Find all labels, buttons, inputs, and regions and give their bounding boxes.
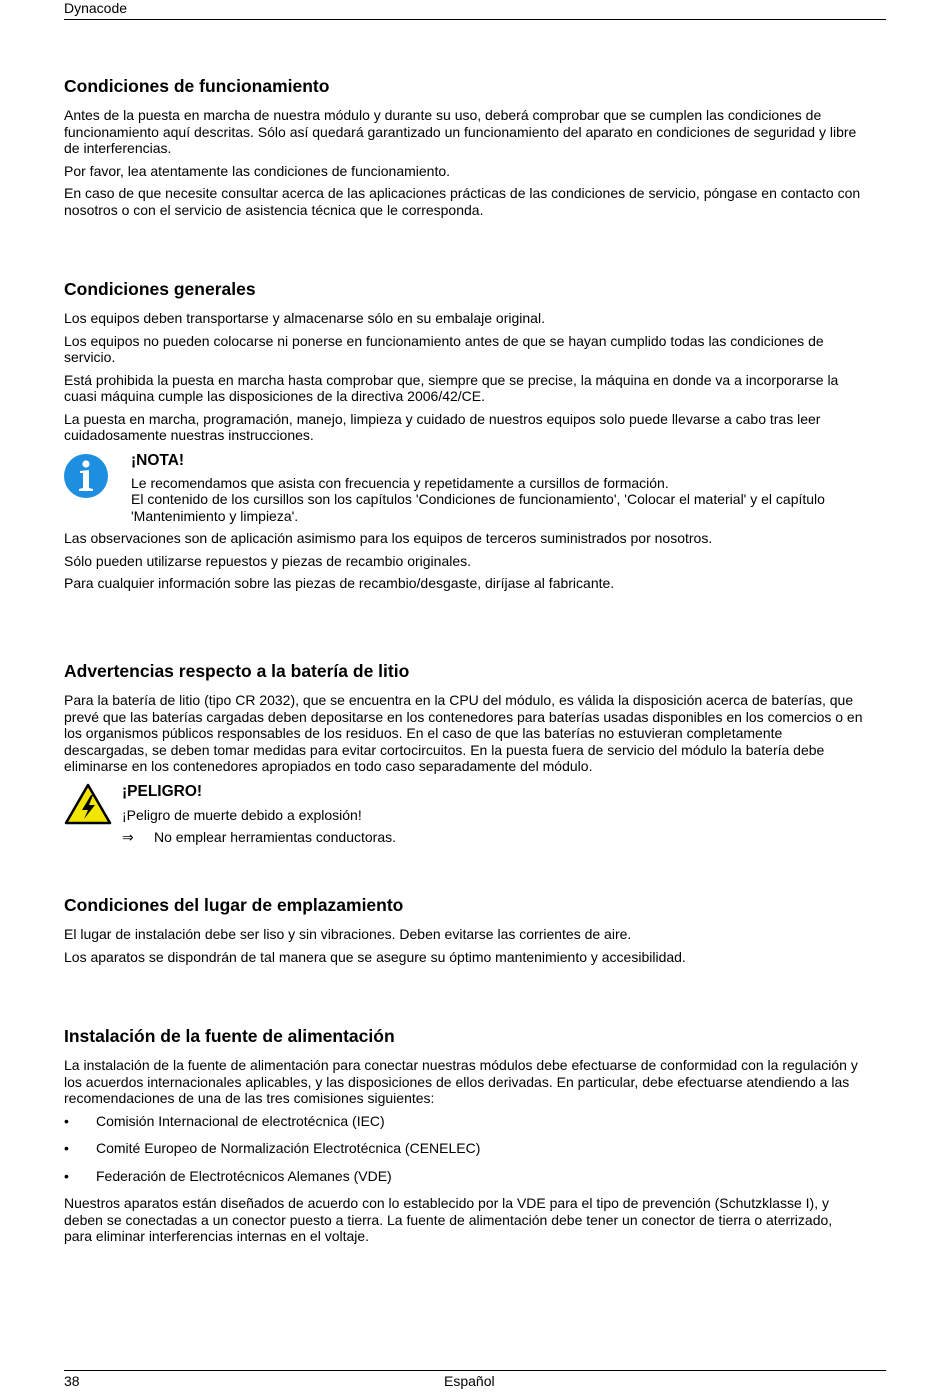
- paragraph: La puesta en marcha, programación, manejo, limpieza y cuidado de nuestros equipos solo puede llevarse a cabo tras leer cuidadosamente nuestras instrucciones.: [64, 410, 821, 443]
- list-item-text: Comisión Internacional de electrotécnica (IEC): [96, 1112, 385, 1129]
- commission-list: [64, 1113, 864, 1185]
- section-power-supply: [64, 1026, 864, 1251]
- footer-language: Español: [444, 1373, 495, 1389]
- section-lithium-battery: [64, 661, 864, 852]
- paragraph: Para la batería de litio (tipo CR 2032), que se encuentra en la CPU del módulo, es válida la disposición acerca de baterías, que prevé que las baterías cargadas deben depositarse en los contenedores para baterías usadas disponibles en los comercios o en los organismos públicos responsables de los residuos. En el caso de que las baterías no estuvieran completamente descargadas, se deben tomar medidas para evitar cortocircuitos. En la puesta fuera de servicio del módulo la batería debe eliminarse en los contenedores apropiados en todo caso separadamente del módulo.: [64, 692, 863, 774]
- paragraph: La instalación de la fuente de alimentación para conectar nuestras módulos debe efectuarse de conformidad con la regulación y los acuerdos internacionales aplicables, y las disposiciones de ellos derivadas. En particular, debe efectuarse atendiendo a las recomendaciones de una de las tres comisiones siguientes:: [64, 1057, 858, 1106]
- paragraph: Por favor, lea atentamente las condiciones de funcionamiento.: [64, 162, 451, 179]
- page-number: 38: [64, 1373, 80, 1389]
- paragraph: Los equipos no pueden colocarse ni ponerse en funcionamiento antes de que se hayan cumplido todas las condiciones de servicio.: [64, 332, 824, 365]
- paragraph: Las observaciones son de aplicación asimismo para los equipos de terceros suministrados por nosotros.: [64, 530, 713, 546]
- list-item-text: Federación de Electrotécnicos Alemanes (VDE): [96, 1167, 392, 1184]
- section-title: Condiciones de funcionamiento: [64, 76, 330, 96]
- section-title: Condiciones del lugar de emplazamiento: [64, 895, 404, 915]
- paragraph: Los equipos deben transportarse y almacenarse sólo en su embalaje original.: [64, 310, 545, 326]
- danger-title: ¡PELIGRO!: [122, 782, 203, 800]
- danger-box: [64, 783, 864, 846]
- arrow-right-icon: ⇒: [122, 829, 134, 845]
- paragraph: Para cualquier información sobre las piezas de recambio/desgaste, diríjase al fabricante.: [64, 575, 615, 591]
- paragraph: En caso de que necesite consultar acerca de las aplicaciones prácticas de las condiciones de servicio, póngase en contacto con nosotros o con el servicio de asistencia técnica que le corresponda.: [64, 185, 861, 218]
- section-operating-conditions: [64, 76, 864, 224]
- note-title: ¡NOTA!: [131, 451, 185, 469]
- paragraph: Los aparatos se dispondrán de tal manera que se asegure su óptimo mantenimiento y accesibilidad.: [64, 948, 686, 965]
- note-text: Le recomendamos que asista con frecuencia y repetidamente a cursillos de formación.: [131, 474, 669, 491]
- section-title: Advertencias respecto a la batería de litio: [64, 661, 410, 681]
- danger-action: [122, 829, 864, 846]
- page-header: [64, 0, 886, 20]
- list-item: [64, 1168, 864, 1185]
- danger-text: ¡Peligro de muerte debido a explosión!: [122, 806, 362, 823]
- paragraph: Nuestros aparatos están diseñados de acuerdo con lo establecido por la VDE para el tipo de prevención (Schutzklasse I), y deben se conectadas a un conector puesto a tierra. La fuente de alimentación debe tener un conector de tierra o aterrizado, para eliminar interferencias internas en el voltaje.: [64, 1195, 833, 1244]
- high-voltage-warning-icon: [64, 783, 112, 825]
- paragraph: Antes de la puesta en marcha de nuestra módulo y durante su uso, deberá comprobar que se cumplen las condiciones de funcionamiento aquí descritas. Sólo así quedará garantizado un funcionamiento del aparato en condiciones de seguridad y libre de interferencias.: [64, 107, 857, 156]
- bullet-icon: •: [64, 1140, 69, 1156]
- bullet-icon: •: [64, 1112, 69, 1129]
- section-general-conditions: [64, 279, 864, 598]
- header-title: Dynacode: [64, 0, 128, 16]
- page-footer: [64, 1370, 886, 1398]
- section-title: Instalación de la fuente de alimentación: [64, 1026, 395, 1046]
- paragraph: Está prohibida la puesta en marcha hasta comprobar que, siempre que se precise, la máquina en donde va a incorporarse la cuasi máquina cumple las disposiciones de la directiva 2006/42/CE.: [64, 371, 839, 404]
- list-item: [64, 1140, 864, 1157]
- list-item: [64, 1113, 864, 1130]
- paragraph: El lugar de instalación debe ser liso y sin vibraciones. Deben evitarse las corrientes de aire.: [64, 926, 632, 942]
- section-installation-site: [64, 895, 864, 971]
- paragraph: Sólo pueden utilizarse repuestos y piezas de recambio originales.: [64, 552, 472, 569]
- note-text: El contenido de los cursillos son los capítulos 'Condiciones de funcionamiento', 'Colocar el material' y el capítulo 'Mantenimiento y limpieza'.: [131, 491, 825, 524]
- note-box: [64, 452, 864, 525]
- danger-action-text: No emplear herramientas conductoras.: [154, 829, 397, 845]
- bullet-icon: •: [64, 1167, 69, 1184]
- list-item-text: Comité Europeo de Normalización Electrotécnica (CENELEC): [96, 1140, 481, 1156]
- info-icon: [64, 454, 108, 498]
- section-title: Condiciones generales: [64, 279, 256, 299]
